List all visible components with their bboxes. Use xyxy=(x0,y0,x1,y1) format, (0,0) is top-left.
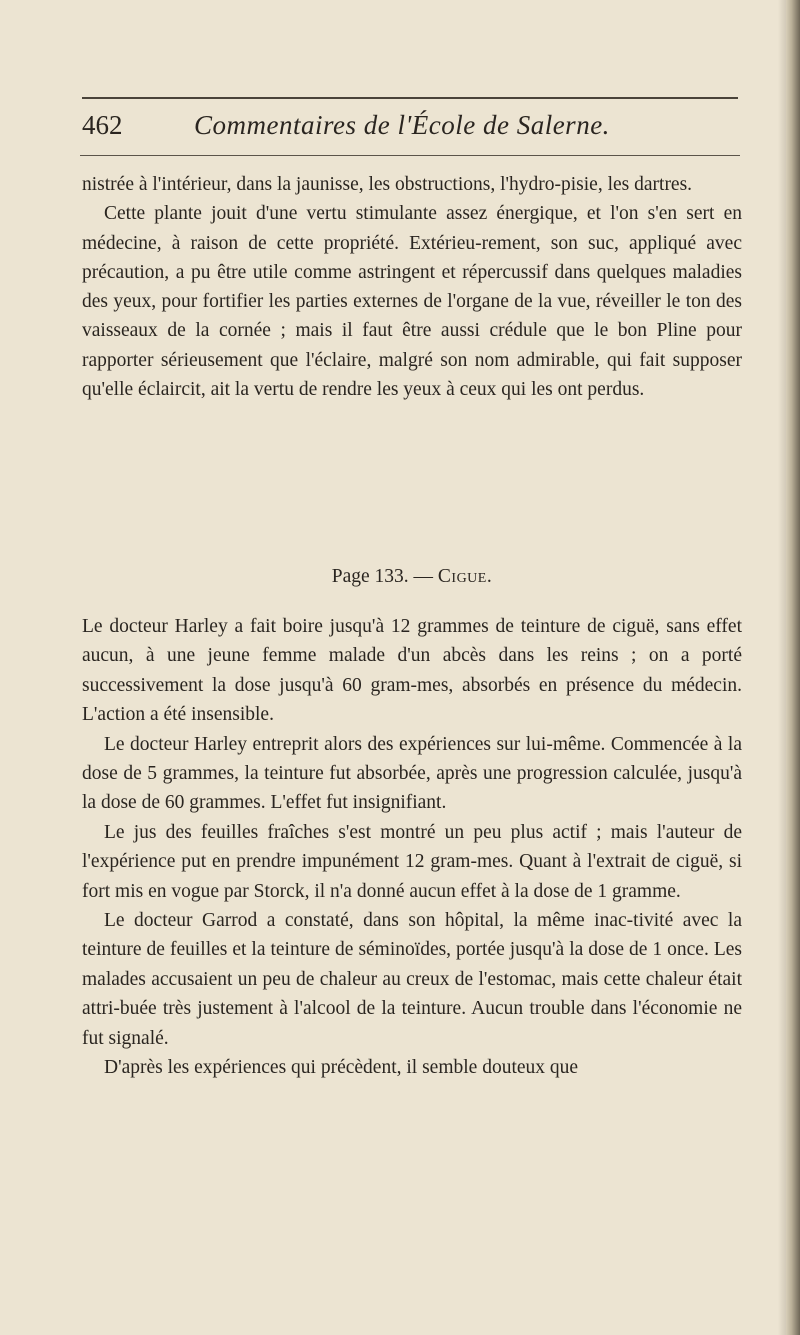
paragraph: Le docteur Harley a fait boire jusqu'à 12 grammes de teinture de ciguë, sans effet aucun, à une jeune femme malade d'un abcès dans les reins ; on a porté successivement la dose jusqu'à 60 gram-mes, absorbés en présence du médecin. L'action a été insensible. xyxy=(82,616,742,726)
text-block-cigue xyxy=(82,612,742,1083)
running-header xyxy=(82,105,742,149)
running-title: Commentaires de l'École de Salerne. xyxy=(194,110,610,140)
paragraph: D'après les expériences qui précèdent, il semble douteux que xyxy=(104,1057,579,1079)
header-rule-bottom xyxy=(80,155,740,156)
paragraph: Le jus des feuilles fraîches s'est montré un peu plus actif ; mais l'auteur de l'expérience put en prendre impunément 12 gram-mes. Quant à l'extrait de ciguë, si fort mis en vogue par Storck, il n'a donné aucun effet à la dose de 1 gramme. xyxy=(82,821,742,902)
page-edge-shadow xyxy=(778,0,786,1335)
book-page-edge xyxy=(786,0,800,1335)
text-block-intro xyxy=(82,170,742,404)
paragraph: nistrée à l'intérieur, dans la jaunisse, les obstructions, l'hydro-pisie, les dartres. xyxy=(82,174,693,195)
section-page-ref: Page 133. — xyxy=(331,566,434,587)
paragraph: Le docteur Garrod a constaté, dans son hôpital, la même inac-tivité avec la teinture de feuilles et la teinture de séminoïdes, portée jusqu'à la dose de 1 once. Les malades accusaient un peu de chaleur au creux de l'estomac, mais cette chaleur était attri-buée très justement à l'alcool de la teinture. Aucun trouble dans l'économie ne fut signalé. xyxy=(82,910,742,1049)
paragraph: Cette plante jouit d'une vertu stimulante assez énergique, et l'on s'en sert en médecine, à raison de cette propriété. Extérieu-rement, son suc, appliqué avec précaution, a pu être utile comme astringent et répercussif dans quelques maladies des yeux, pour fortifier les parties externes de l'organe de la vue, réveiller le ton des vaisseaux de la cornée ; mais il faut être aussi crédule que le bon Pline pour rapporter sérieusement que l'éclaire, malgré son nom admirable, qui fait supposer qu'elle éclaircit, ait la vertu de rendre les yeux à ceux qui les ont perdus. xyxy=(82,203,742,401)
paragraph: Le docteur Harley entreprit alors des expériences sur lui-même. Commencée à la dose de 5 grammes, la teinture fut absorbée, après une progression calculée, jusqu'à la dose de 60 grammes. L'effet fut insignifiant. xyxy=(82,733,742,814)
page-number: 462 xyxy=(82,110,123,140)
section-heading xyxy=(82,562,742,592)
section-title: Cigue. xyxy=(437,566,493,587)
header-rule-top xyxy=(82,97,738,99)
